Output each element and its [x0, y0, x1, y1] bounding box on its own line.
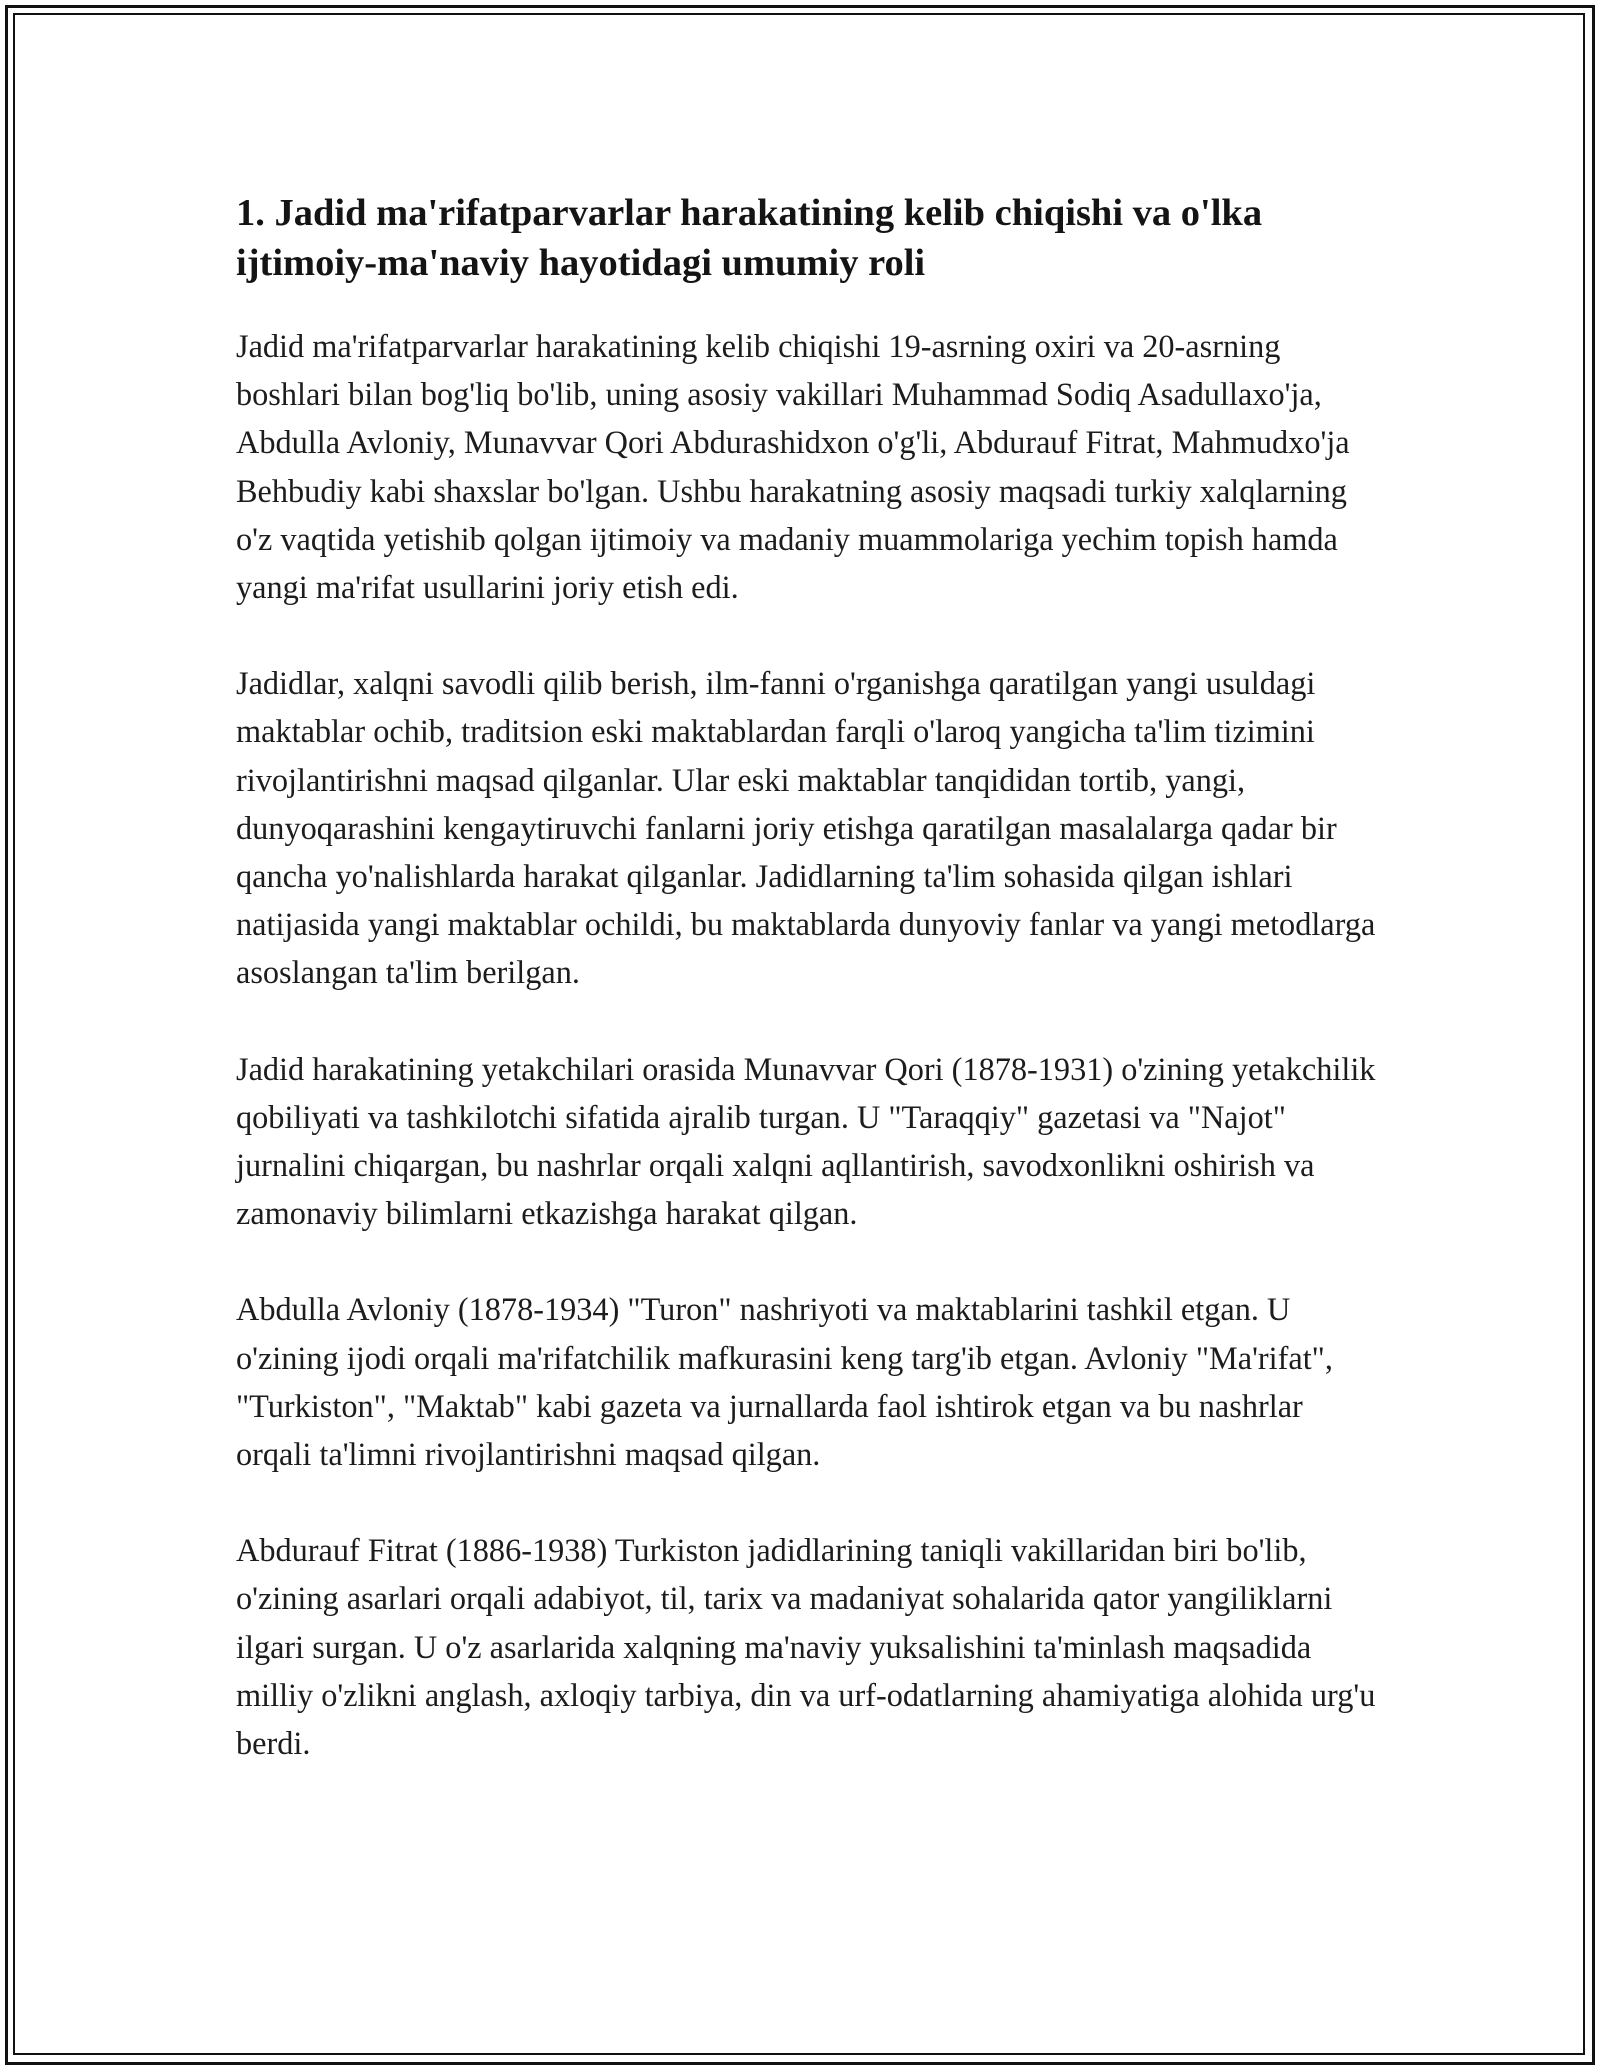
paragraph-fitrat: Abdurauf Fitrat (1886-1938) Turkiston jadidlarining taniqli vakillaridan biri bo'lib, o'zining asarlari orqali adabiyot, til, tarix va madaniyat sohalarida qator yangiliklarni ilgari surgan. U o'z asarlarida xalqning ma'naviy yuksalishini ta'minlash maqsadida milliy o'zlikni anglash, axloqiy tarbiya, din va urf-odatlarning ahamiyatiga alohida urg'u berdi. [236, 1532, 1376, 1762]
paragraph-origins: Jadid ma'rifatparvarlar harakatining kelib chiqishi 19-asrning oxiri va 20-asrning boshlari bilan bog'liq bo'lib, uning asosiy vakillari Muhammad Sodiq Asadullaxo'ja, Abdulla Avloniy, Munavvar Qori Abdurashidxon o'g'li, Abdurauf Fitrat, Mahmudxo'ja Behbudiy kabi shaxslar bo'lgan. Ushbu harakatning asosiy maqsadi turkiy xalqlarning o'z vaqtida yetishib qolgan ijtimoiy va madaniy muammolariga yechim topish hamda yangi ma'rifat usullarini joriy etish edi. [236, 328, 1350, 606]
document-body [236, 188, 1376, 1815]
paragraph-schools: Jadidlar, xalqni savodli qilib berish, ilm-fanni o'rganishga qaratilgan yangi usuldagi maktablar ochib, traditsion eski maktablardan farqli o'laroq yangicha ta'lim tizimini rivojlantirishni maqsad qilganlar. Ular eski maktablar tanqididan tortib, yangi, dunyoqarashini kengaytiruvchi fanlarni joriy etishga qaratilgan masalalarga qadar bir qancha yo'nalishlarda harakat qilganlar. Jadidlarning ta'lim sohasida qilgan ishlari natijasida yangi maktablar ochildi, bu maktablarda dunyoviy fanlar va yangi metodlarga asoslangan ta'lim berilgan. [236, 665, 1376, 991]
section-heading: 1. Jadid ma'rifatparvarlar harakatining kelib chiqishi va o'lka ijtimoiy-ma'naviy hayotidagi umumiy roli [236, 192, 1263, 284]
paragraph-munavvar-qori: Jadid harakatining yetakchilari orasida Munavvar Qori (1878-1931) o'zining yetakchilik qobiliyati va tashkilotchi sifatida ajralib turgan. U "Taraqqiy" gazetasi va "Najot" jurnalini chiqargan, bu nashrlar orqali xalqni aqllantirish, savodxonlikni oshirish va zamonaviy bilimlarni etkazishga harakat qilgan. [236, 1050, 1376, 1232]
paragraph-avloniy: Abdulla Avloniy (1878-1934) "Turon" nashriyoti va maktablarini tashkil etgan. U o'zining ijodi orqali ma'rifatchilik mafkurasini keng targ'ib etgan. Avloniy "Ma'rifat", "Turkiston", "Maktab" kabi gazeta va jurnallarda faol ishtirok etgan va bu nashrlar orqali ta'limni rivojlantirishni maqsad qilgan. [236, 1291, 1333, 1473]
